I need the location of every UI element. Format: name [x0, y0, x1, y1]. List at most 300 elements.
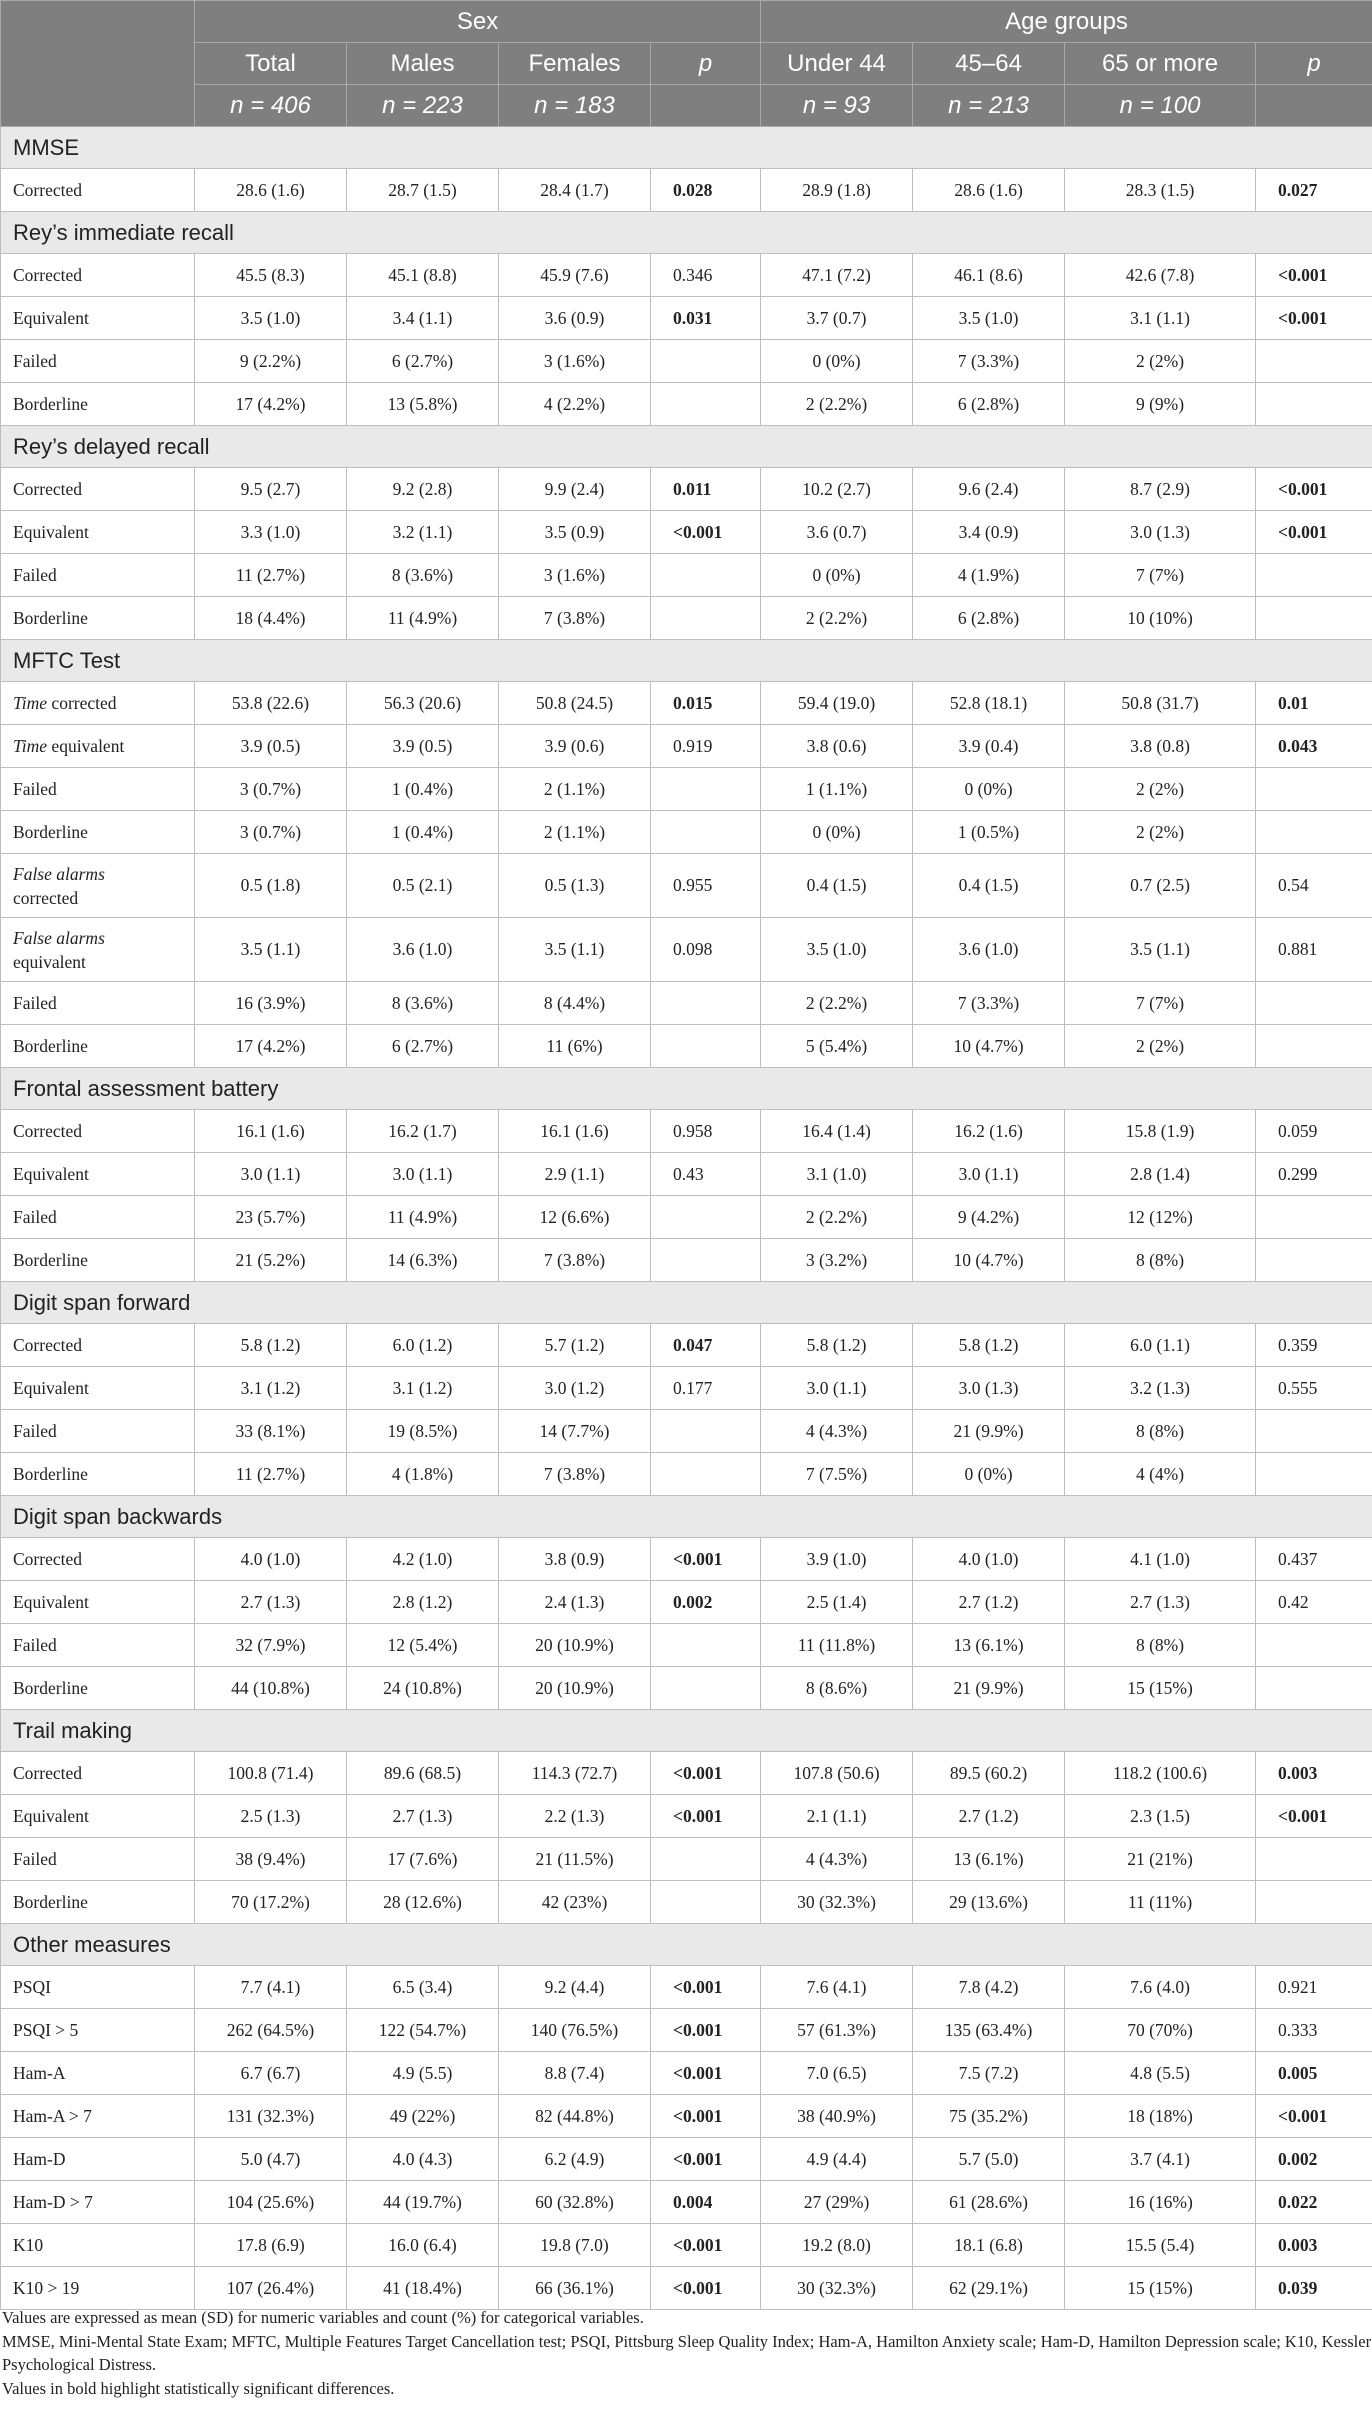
p-value-cell: <0.001 [651, 2009, 761, 2052]
p-value-cell [651, 1667, 761, 1710]
value-cell: 7 (3.3%) [913, 982, 1065, 1025]
p-value-cell: 0.002 [1256, 2138, 1372, 2181]
value-cell: 21 (21%) [1065, 1838, 1256, 1881]
row-label [1, 2095, 195, 2138]
value-cell: 6 (2.7%) [347, 1025, 499, 1068]
row-label [1, 254, 195, 297]
value-cell: 11 (2.7%) [195, 554, 347, 597]
row-label [1, 2138, 195, 2181]
table-row [1, 511, 1372, 554]
header-group-sex: Sex [195, 1, 761, 43]
table-header [1, 1, 1372, 127]
row-label-text: corrected [13, 887, 79, 908]
p-value-cell [651, 1881, 761, 1924]
p-value-cell: 0.346 [651, 254, 761, 297]
value-cell: 3.9 (0.5) [347, 725, 499, 768]
value-cell: 3.8 (0.8) [1065, 725, 1256, 768]
table-row [1, 1667, 1372, 1710]
value-cell: 262 (64.5%) [195, 2009, 347, 2052]
value-cell: 30 (32.3%) [761, 2267, 913, 2310]
table-row [1, 1367, 1372, 1410]
p-value-cell: 0.043 [1256, 725, 1372, 768]
p-value-cell [651, 1410, 761, 1453]
value-cell: 3.0 (1.1) [913, 1153, 1065, 1196]
n-total: n = 406 [195, 85, 347, 127]
table-row [1, 682, 1372, 725]
value-cell: 3.0 (1.3) [1065, 511, 1256, 554]
row-label-text: Corrected [13, 1548, 82, 1569]
value-cell: 2 (2.2%) [761, 597, 913, 640]
section-title: Digit span backwards [1, 1496, 1372, 1538]
p-value-cell: 0.022 [1256, 2181, 1372, 2224]
value-cell: 46.1 (8.6) [913, 254, 1065, 297]
table-row [1, 383, 1372, 426]
value-cell: 53.8 (22.6) [195, 682, 347, 725]
p-value-cell [1256, 1196, 1372, 1239]
value-cell: 6 (2.7%) [347, 340, 499, 383]
value-cell: 3.3 (1.0) [195, 511, 347, 554]
table-row [1, 1410, 1372, 1453]
value-cell: 5.8 (1.2) [913, 1324, 1065, 1367]
row-label [1, 1667, 195, 1710]
p-value-cell [651, 554, 761, 597]
value-cell: 0 (0%) [761, 340, 913, 383]
row-label-text: Corrected [13, 179, 82, 200]
value-cell: 2 (2%) [1065, 340, 1256, 383]
value-cell: 28.6 (1.6) [195, 169, 347, 212]
value-cell: 104 (25.6%) [195, 2181, 347, 2224]
p-value-cell [651, 1239, 761, 1282]
p-value-cell: 0.059 [1256, 1110, 1372, 1153]
value-cell: 114.3 (72.7) [499, 1752, 651, 1795]
row-label [1, 918, 195, 982]
value-cell: 28.3 (1.5) [1065, 169, 1256, 212]
table-row [1, 554, 1372, 597]
value-cell: 59.4 (19.0) [761, 682, 913, 725]
value-cell: 61 (28.6%) [913, 2181, 1065, 2224]
value-cell: 4.9 (4.4) [761, 2138, 913, 2181]
section-title: Rey’s delayed recall [1, 426, 1372, 468]
value-cell: 3.1 (1.2) [347, 1367, 499, 1410]
value-cell: 11 (2.7%) [195, 1453, 347, 1496]
value-cell: 50.8 (31.7) [1065, 682, 1256, 725]
table-row [1, 2138, 1372, 2181]
section-title: Digit span forward [1, 1282, 1372, 1324]
section-header-row [1, 1710, 1372, 1752]
p-value-cell: <0.001 [1256, 511, 1372, 554]
value-cell: 2 (2%) [1065, 768, 1256, 811]
value-cell: 47.1 (7.2) [761, 254, 913, 297]
value-cell: 3.1 (1.1) [1065, 297, 1256, 340]
p-value-cell: <0.001 [1256, 468, 1372, 511]
p-value-cell: 0.031 [651, 297, 761, 340]
value-cell: 3.9 (0.5) [195, 725, 347, 768]
value-cell: 16.4 (1.4) [761, 1110, 913, 1153]
value-cell: 10.2 (2.7) [761, 468, 913, 511]
section-header-row [1, 1282, 1372, 1324]
p-value-cell: 0.01 [1256, 682, 1372, 725]
p-value-cell: 0.54 [1256, 854, 1372, 918]
table-row [1, 169, 1372, 212]
value-cell: 3.7 (4.1) [1065, 2138, 1256, 2181]
value-cell: 20 (10.9%) [499, 1667, 651, 1710]
footnote: Values in bold highlight statistically significant differences. [2, 2378, 395, 2398]
p-value-cell [651, 982, 761, 1025]
value-cell: 17 (4.2%) [195, 383, 347, 426]
row-label-text: Equivalent [13, 1591, 89, 1612]
value-cell: 9 (9%) [1065, 383, 1256, 426]
p-value-cell: <0.001 [1256, 297, 1372, 340]
table-row [1, 1838, 1372, 1881]
value-cell: 2.7 (1.2) [913, 1795, 1065, 1838]
p-value-cell: 0.437 [1256, 1538, 1372, 1581]
value-cell: 5.8 (1.2) [761, 1324, 913, 1367]
row-label-text: Failed [13, 1848, 57, 1869]
value-cell: 3.5 (1.1) [499, 918, 651, 982]
value-cell: 6.5 (3.4) [347, 1966, 499, 2009]
value-cell: 135 (63.4%) [913, 2009, 1065, 2052]
row-label-text: Failed [13, 1420, 57, 1441]
row-label [1, 383, 195, 426]
row-label [1, 297, 195, 340]
table-row [1, 1538, 1372, 1581]
value-cell: 16.1 (1.6) [499, 1110, 651, 1153]
value-cell: 0.4 (1.5) [913, 854, 1065, 918]
value-cell: 0 (0%) [913, 768, 1065, 811]
value-cell: 21 (9.9%) [913, 1667, 1065, 1710]
value-cell: 3.5 (1.0) [913, 297, 1065, 340]
value-cell: 18.1 (6.8) [913, 2224, 1065, 2267]
section-header-row [1, 640, 1372, 682]
value-cell: 4 (4.3%) [761, 1410, 913, 1453]
row-label [1, 554, 195, 597]
col-65-plus: 65 or more [1065, 43, 1256, 85]
p-value-cell: 0.028 [651, 169, 761, 212]
p-value-cell: 0.047 [651, 1324, 761, 1367]
p-value-cell: <0.001 [651, 1966, 761, 2009]
value-cell: 45.1 (8.8) [347, 254, 499, 297]
row-label [1, 1966, 195, 2009]
value-cell: 16.0 (6.4) [347, 2224, 499, 2267]
value-cell: 2.4 (1.3) [499, 1581, 651, 1624]
table-row [1, 1239, 1372, 1282]
value-cell: 13 (5.8%) [347, 383, 499, 426]
value-cell: 6.0 (1.2) [347, 1324, 499, 1367]
value-cell: 38 (9.4%) [195, 1838, 347, 1881]
col-p-age: p [1256, 43, 1372, 85]
p-value-cell [651, 1196, 761, 1239]
section-header-row [1, 426, 1372, 468]
row-label-italic: False alarms [13, 927, 105, 948]
p-value-cell: <0.001 [651, 1795, 761, 1838]
value-cell: 8 (8%) [1065, 1239, 1256, 1282]
row-label [1, 1410, 195, 1453]
value-cell: 16 (16%) [1065, 2181, 1256, 2224]
row-label-text: PSQI [13, 1976, 51, 1997]
p-value-cell: 0.015 [651, 682, 761, 725]
row-label-text: K10 > 19 [13, 2277, 80, 2298]
p-value-cell: 0.555 [1256, 1367, 1372, 1410]
value-cell: 57 (61.3%) [761, 2009, 913, 2052]
row-label-text: Corrected [13, 1120, 82, 1141]
value-cell: 3.5 (1.1) [195, 918, 347, 982]
section-header-row [1, 127, 1372, 169]
header-group-row [1, 1, 1372, 43]
value-cell: 6.2 (4.9) [499, 2138, 651, 2181]
row-label [1, 811, 195, 854]
value-cell: 12 (5.4%) [347, 1624, 499, 1667]
value-cell: 66 (36.1%) [499, 2267, 651, 2310]
value-cell: 14 (6.3%) [347, 1239, 499, 1282]
footnote: Values are expressed as mean (SD) for numeric variables and count (%) for categorical variables. [2, 2308, 644, 2327]
row-label-text: Borderline [13, 1463, 88, 1484]
table-row [1, 768, 1372, 811]
header-column-row [1, 43, 1372, 85]
value-cell: 4 (1.8%) [347, 1453, 499, 1496]
p-value-cell [1256, 1239, 1372, 1282]
p-value-cell: 0.43 [651, 1153, 761, 1196]
value-cell: 3.5 (1.0) [761, 918, 913, 982]
value-cell: 8 (8%) [1065, 1624, 1256, 1667]
value-cell: 0 (0%) [761, 554, 913, 597]
value-cell: 3.1 (1.0) [761, 1153, 913, 1196]
p-value-cell: 0.921 [1256, 1966, 1372, 2009]
value-cell: 4.1 (1.0) [1065, 1538, 1256, 1581]
p-value-cell: <0.001 [651, 511, 761, 554]
value-cell: 11 (11%) [1065, 1881, 1256, 1924]
n-males: n = 223 [347, 85, 499, 127]
section-title: Other measures [1, 1924, 1372, 1966]
value-cell: 9.2 (4.4) [499, 1966, 651, 2009]
value-cell: 2.1 (1.1) [761, 1795, 913, 1838]
row-label-text: Borderline [13, 1249, 88, 1270]
row-label-text: Borderline [13, 1035, 88, 1056]
value-cell: 7.7 (4.1) [195, 1966, 347, 2009]
value-cell: 3.4 (0.9) [913, 511, 1065, 554]
value-cell: 4 (4%) [1065, 1453, 1256, 1496]
row-label-text: Borderline [13, 607, 88, 628]
table-row [1, 340, 1372, 383]
col-total: Total [195, 43, 347, 85]
p-value-cell: <0.001 [651, 2052, 761, 2095]
p-value-cell [1256, 1624, 1372, 1667]
value-cell: 2.7 (1.2) [913, 1581, 1065, 1624]
value-cell: 3 (0.7%) [195, 768, 347, 811]
table-row [1, 1324, 1372, 1367]
value-cell: 13 (6.1%) [913, 1624, 1065, 1667]
row-label-text: Failed [13, 778, 57, 799]
value-cell: 0.5 (2.1) [347, 854, 499, 918]
value-cell: 32 (7.9%) [195, 1624, 347, 1667]
value-cell: 107 (26.4%) [195, 2267, 347, 2310]
value-cell: 8 (4.4%) [499, 982, 651, 1025]
value-cell: 3.6 (1.0) [913, 918, 1065, 982]
value-cell: 70 (70%) [1065, 2009, 1256, 2052]
row-label [1, 1153, 195, 1196]
value-cell: 8 (8.6%) [761, 1667, 913, 1710]
header-group-age: Age groups [761, 1, 1372, 43]
row-label-text: Borderline [13, 1677, 88, 1698]
value-cell: 2.3 (1.5) [1065, 1795, 1256, 1838]
p-value-cell [651, 768, 761, 811]
value-cell: 15 (15%) [1065, 2267, 1256, 2310]
table-row [1, 468, 1372, 511]
n-p-sex [651, 85, 761, 127]
value-cell: 6.0 (1.1) [1065, 1324, 1256, 1367]
table-row [1, 1752, 1372, 1795]
value-cell: 21 (9.9%) [913, 1410, 1065, 1453]
value-cell: 0.7 (2.5) [1065, 854, 1256, 918]
row-label-text: K10 [13, 2234, 44, 2255]
p-value-cell [651, 1453, 761, 1496]
value-cell: 9 (4.2%) [913, 1196, 1065, 1239]
table-row [1, 2052, 1372, 2095]
value-cell: 49 (22%) [347, 2095, 499, 2138]
value-cell: 7 (3.8%) [499, 597, 651, 640]
row-label [1, 1239, 195, 1282]
value-cell: 3.9 (0.6) [499, 725, 651, 768]
value-cell: 60 (32.8%) [499, 2181, 651, 2224]
row-label [1, 982, 195, 1025]
value-cell: 11 (4.9%) [347, 597, 499, 640]
row-label-text: Equivalent [13, 1163, 89, 1184]
p-value-cell [1256, 1881, 1372, 1924]
row-label [1, 340, 195, 383]
value-cell: 18 (18%) [1065, 2095, 1256, 2138]
row-label-text: Corrected [13, 1334, 82, 1355]
value-cell: 2 (1.1%) [499, 811, 651, 854]
section-header-row [1, 1924, 1372, 1966]
value-cell: 7 (3.8%) [499, 1453, 651, 1496]
table-row [1, 1881, 1372, 1924]
value-cell: 17 (7.6%) [347, 1838, 499, 1881]
p-value-cell: 0.003 [1256, 2224, 1372, 2267]
p-value-cell [1256, 597, 1372, 640]
row-label-text: Failed [13, 1634, 57, 1655]
p-value-cell: 0.011 [651, 468, 761, 511]
p-value-cell: 0.004 [651, 2181, 761, 2224]
p-value-cell [651, 1838, 761, 1881]
p-value-cell: <0.001 [651, 2095, 761, 2138]
section-header-row [1, 1496, 1372, 1538]
header-n-row [1, 85, 1372, 127]
table-row [1, 854, 1372, 918]
p-value-cell: 0.003 [1256, 1752, 1372, 1795]
value-cell: 2.7 (1.3) [347, 1795, 499, 1838]
value-cell: 2.2 (1.3) [499, 1795, 651, 1838]
value-cell: 3.7 (0.7) [761, 297, 913, 340]
row-label [1, 1581, 195, 1624]
row-label-text: Failed [13, 992, 57, 1013]
row-label-italic: False alarms [13, 863, 105, 884]
value-cell: 7.6 (4.1) [761, 1966, 913, 2009]
value-cell: 5.0 (4.7) [195, 2138, 347, 2181]
value-cell: 19.2 (8.0) [761, 2224, 913, 2267]
section-title: MFTC Test [1, 640, 1372, 682]
value-cell: 21 (5.2%) [195, 1239, 347, 1282]
row-label [1, 511, 195, 554]
value-cell: 52.8 (18.1) [913, 682, 1065, 725]
value-cell: 9.9 (2.4) [499, 468, 651, 511]
value-cell: 56.3 (20.6) [347, 682, 499, 725]
value-cell: 13 (6.1%) [913, 1838, 1065, 1881]
value-cell: 4.0 (1.0) [195, 1538, 347, 1581]
table-row [1, 1110, 1372, 1153]
row-label-text: equivalent [13, 951, 86, 972]
value-cell: 3 (3.2%) [761, 1239, 913, 1282]
value-cell: 9.5 (2.7) [195, 468, 347, 511]
value-cell: 4 (2.2%) [499, 383, 651, 426]
value-cell: 17 (4.2%) [195, 1025, 347, 1068]
value-cell: 4 (1.9%) [913, 554, 1065, 597]
row-label-text: PSQI > 5 [13, 2019, 79, 2040]
p-value-cell: 0.881 [1256, 918, 1372, 982]
value-cell: 3.6 (1.0) [347, 918, 499, 982]
value-cell: 70 (17.2%) [195, 1881, 347, 1924]
p-value-cell: 0.039 [1256, 2267, 1372, 2310]
value-cell: 15.5 (5.4) [1065, 2224, 1256, 2267]
value-cell: 10 (4.7%) [913, 1025, 1065, 1068]
value-cell: 2.5 (1.4) [761, 1581, 913, 1624]
row-label [1, 1110, 195, 1153]
value-cell: 1 (0.5%) [913, 811, 1065, 854]
p-value-cell: <0.001 [651, 1752, 761, 1795]
value-cell: 16.2 (1.7) [347, 1110, 499, 1153]
table-row [1, 1966, 1372, 2009]
value-cell: 7 (3.3%) [913, 340, 1065, 383]
value-cell: 7.8 (4.2) [913, 1966, 1065, 2009]
section-header-row [1, 212, 1372, 254]
p-value-cell: 0.333 [1256, 2009, 1372, 2052]
p-value-cell: 0.002 [651, 1581, 761, 1624]
p-value-cell: <0.001 [1256, 254, 1372, 297]
value-cell: 2.7 (1.3) [1065, 1581, 1256, 1624]
value-cell: 28.7 (1.5) [347, 169, 499, 212]
section-header-row [1, 1068, 1372, 1110]
value-cell: 7 (7.5%) [761, 1453, 913, 1496]
value-cell: 131 (32.3%) [195, 2095, 347, 2138]
value-cell: 2.7 (1.3) [195, 1581, 347, 1624]
value-cell: 9.2 (2.8) [347, 468, 499, 511]
value-cell: 27 (29%) [761, 2181, 913, 2224]
row-label [1, 768, 195, 811]
value-cell: 8 (3.6%) [347, 554, 499, 597]
value-cell: 12 (12%) [1065, 1196, 1256, 1239]
value-cell: 50.8 (24.5) [499, 682, 651, 725]
value-cell: 3.0 (1.1) [761, 1367, 913, 1410]
table-row [1, 1581, 1372, 1624]
table-row [1, 982, 1372, 1025]
table-row [1, 1624, 1372, 1667]
value-cell: 28.4 (1.7) [499, 169, 651, 212]
n-p-age [1256, 85, 1372, 127]
p-value-cell [1256, 340, 1372, 383]
value-cell: 7 (7%) [1065, 982, 1256, 1025]
table-row [1, 2224, 1372, 2267]
value-cell: 1 (1.1%) [761, 768, 913, 811]
value-cell: 1 (0.4%) [347, 768, 499, 811]
row-label-text: Failed [13, 564, 57, 585]
value-cell: 3.2 (1.1) [347, 511, 499, 554]
value-cell: 62 (29.1%) [913, 2267, 1065, 2310]
value-cell: 28 (12.6%) [347, 1881, 499, 1924]
value-cell: 5.8 (1.2) [195, 1324, 347, 1367]
table-row [1, 1795, 1372, 1838]
value-cell: 5.7 (1.2) [499, 1324, 651, 1367]
table-row [1, 725, 1372, 768]
row-label-text: Corrected [13, 264, 82, 285]
row-label [1, 854, 195, 918]
